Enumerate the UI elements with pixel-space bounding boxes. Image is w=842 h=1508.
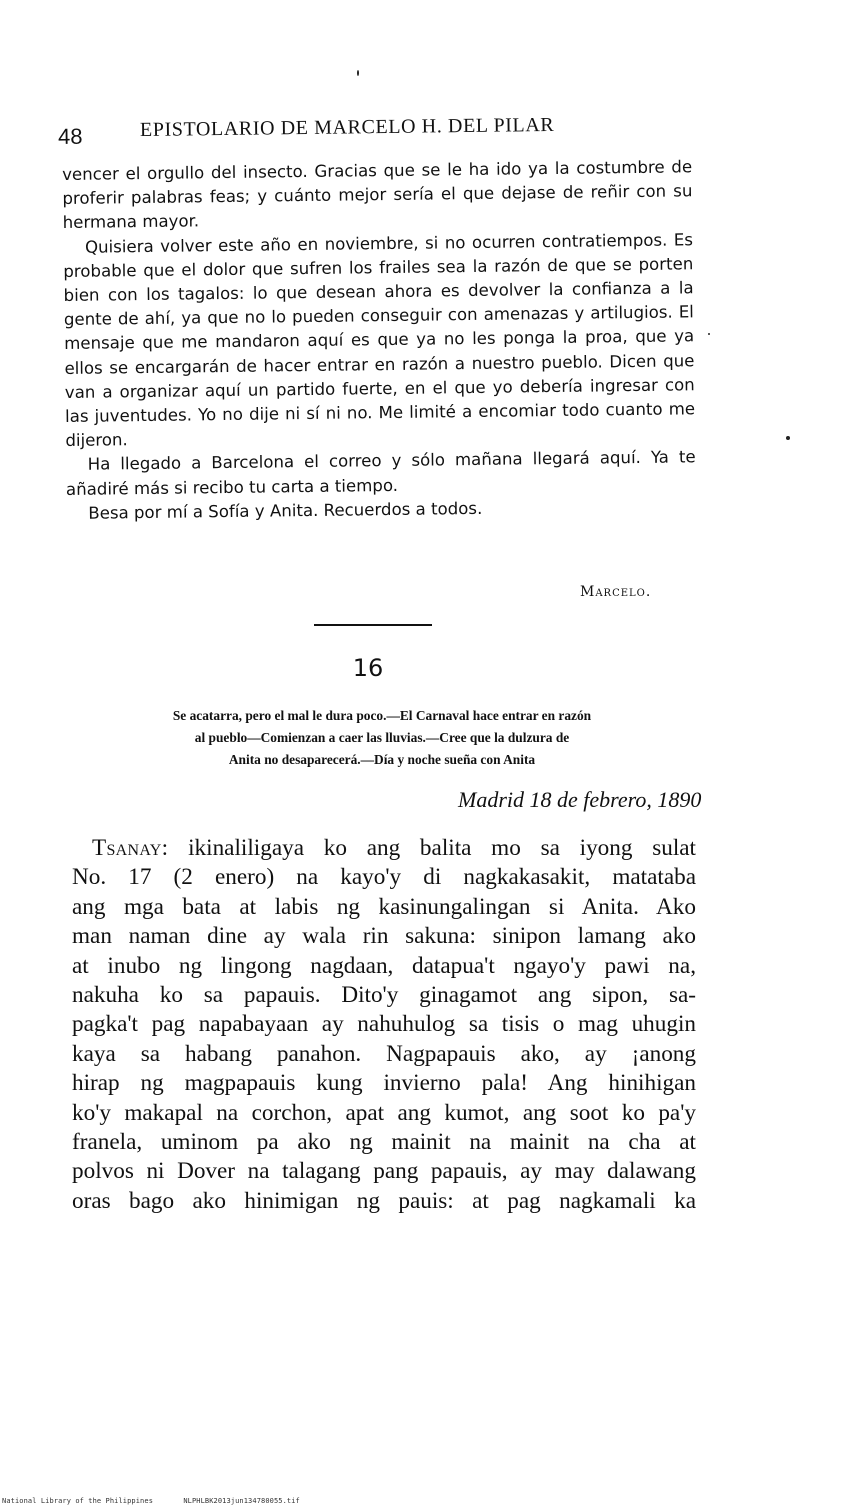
scan-speck [786,436,790,440]
letter-summary [66,705,698,772]
salutation: Tsanay: [92,835,169,861]
scan-speck [708,333,710,335]
signature: Marcelo. [580,584,652,600]
body-line: ko'y makapal na corchon, apat ang kumot, ang soot ko pa'y [72,1099,696,1126]
file-id: NLPHLBK2013jun134780055.tif [183,1497,300,1505]
section-divider [314,624,432,626]
scan-speck [357,70,359,76]
body-line: pagka't pag napabayaan ay nahuhulog sa tisis o mag uhugin [72,1011,696,1038]
body-line: polvos ni Dover na talagang pang papauis, ay may dalawang [72,1158,696,1185]
body-line: ang mga bata at labis ng kasinungalingan si Anita. Ako [72,893,696,920]
page-header [58,109,618,150]
body-line: franela, uminom pa ako ng mainit na mainit na cha at [72,1129,696,1156]
letter-continuation [62,155,696,526]
page-number: 48 [57,123,83,149]
body-line: No. 17 (2 enero) na kayo'y di nagkakasakit, matataba [72,864,696,891]
body-line: nakuha ko sa papauis. Dito'y ginagamot ang sipon, sa- [72,982,696,1009]
summary-line: Se acatarra, pero el mal le dura poco.—El Carnaval hace entrar en razón [172,708,592,723]
paragraph: Besa por mí a Sofía y Anita. Recuerdos a todos. [88,498,483,523]
paragraph: Quisiera volver este año en noviembre, si no ocurren contratiempos. Es probable que el dolor que sufren los frailes sea la razón de que se porten bien con los tagalos: lo que desean ahora es devolver la confianza a la gente de ahí, ya que no lo pueden conseguir con amenazas y artilugios. El mensaje que me mandaron aquí es que ya no les ponga la proa, que ya ellos se encargarán de hacer entrar en razón a nuestro pueblo. Dicen que van a organizar aquí un partido fuerte, en el que yo debería ingresar con las juventudes. Yo no dije ni sí ni no. Me limité a encomiar todo cuanto me dijeron. [63,229,696,451]
paragraph: vencer el orgullo del insecto. Gracias que se le ha ido ya la costumbre de proferir palabras feas; y cuánto mejor sería el que dejase de reñir con su hermana mayor. [62,157,693,233]
letter-body [72,834,696,1216]
body-line: kaya sa habang panahon. Nagpapauis ako, ay ¡anong [72,1040,696,1067]
running-title: EPISTOLARIO DE MARCELO H. DEL PILAR [139,113,555,141]
body-line: oras bago ako hinimigan ng pauis: at pag nagkamali ka [72,1187,696,1214]
paragraph: Ha llegado a Barcelona el correo y sólo mañana llegará aquí. Ya te añadiré más si recibo tu carta a tiempo. [65,447,696,499]
body-line: man naman dine ay wala rin sakuna: sinipon lamang ako [72,923,696,950]
summary-line: Anita no desaparecerá.—Día y noche sueña con Anita [228,752,536,768]
library-name: National Library of the Philippines [2,1497,154,1505]
body-line-text: ikinaliligaya ko ang balita mo sa iyong sulat [188,835,696,861]
body-line [72,834,696,863]
dateline: Madrid 18 de febrero, 1890 [458,787,702,812]
letter-number: 16 [352,654,384,682]
body-line: hirap ng magpapauis kung invierno pala! Ang hinihigan [72,1070,696,1097]
scan-footer [2,1497,326,1505]
body-line: at inubo ng lingong nagdaan, datapua't ngayo'y pawi na, [72,952,696,979]
summary-line: al pueblo—Comienzan a caer las lluvias.—Cree que la dulzura de [194,730,570,746]
